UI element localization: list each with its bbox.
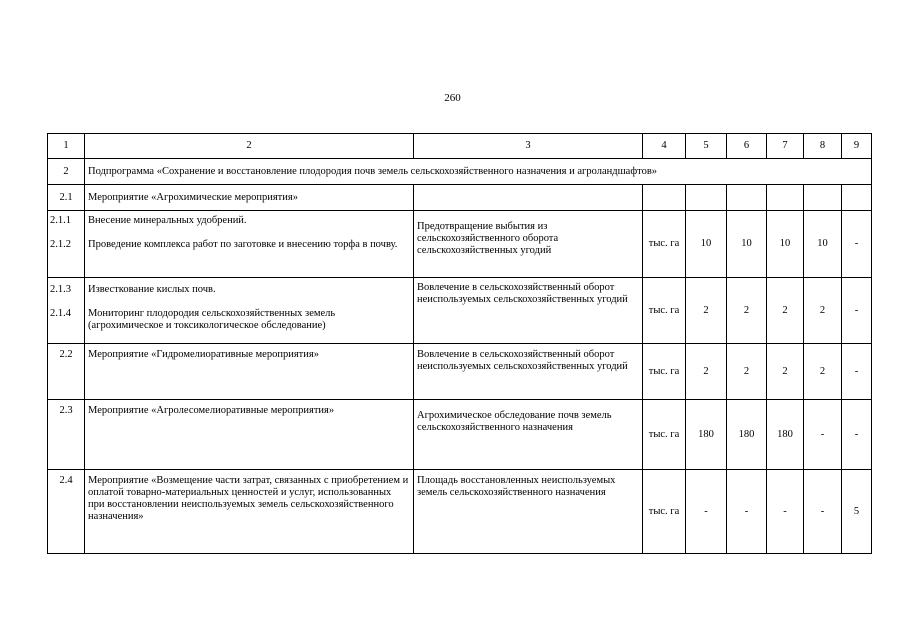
measure-number: 2.2 bbox=[48, 344, 85, 400]
value-cell: 180 bbox=[727, 400, 767, 470]
measure-title: Мероприятие «Возмещение части затрат, связанных с приобретением и оплатой товарно-материальных ценностей и услуг, использованных при восстановлении неиспользуемых земель сельскохозяйственного назначения» bbox=[85, 470, 414, 554]
value-cell: 2 bbox=[767, 344, 804, 400]
value-cell: 2 bbox=[804, 344, 842, 400]
unit-cell: тыс. га bbox=[643, 470, 686, 554]
value-cell: - bbox=[767, 470, 804, 554]
value-cell: 10 bbox=[686, 211, 727, 278]
item-numbers bbox=[48, 211, 85, 278]
value-cell: - bbox=[842, 400, 872, 470]
item-title: Известкование кислых почв. bbox=[88, 284, 216, 295]
value-cell: - bbox=[842, 211, 872, 278]
value-cell: - bbox=[804, 470, 842, 554]
item-titles bbox=[85, 278, 414, 344]
value-cell: 2 bbox=[686, 344, 727, 400]
measure-title: Мероприятие «Гидромелиоративные мероприятия» bbox=[85, 344, 414, 400]
value-cell: 180 bbox=[767, 400, 804, 470]
indicator-text: Вовлечение в сельскохозяйственный оборот неиспользуемых сельскохозяйственных угодий bbox=[414, 344, 643, 400]
header-cell: 6 bbox=[727, 134, 767, 159]
table-row bbox=[48, 211, 872, 278]
value-cell: - bbox=[804, 400, 842, 470]
header-cell: 8 bbox=[804, 134, 842, 159]
value-cell: 5 bbox=[842, 470, 872, 554]
item-title: Внесение минеральных удобрений. bbox=[88, 215, 247, 226]
program-table bbox=[47, 133, 872, 554]
item-numbers bbox=[48, 278, 85, 344]
header-cell: 5 bbox=[686, 134, 727, 159]
value-cell: 2 bbox=[727, 344, 767, 400]
value-cell: - bbox=[842, 278, 872, 344]
indicator-text: Предотвращение выбытия из сельскохозяйственного оборота сельскохозяйственных угодий bbox=[414, 211, 643, 278]
value-cell: 2 bbox=[767, 278, 804, 344]
item-number: 2.1.4 bbox=[50, 308, 71, 319]
indicator-text: Агрохимическое обследование почв земель сельскохозяйственного назначения bbox=[414, 400, 643, 470]
table-header-row bbox=[48, 134, 872, 159]
unit-cell: тыс. га bbox=[643, 211, 686, 278]
page-number: 260 bbox=[444, 92, 461, 104]
table-row bbox=[48, 278, 872, 344]
value-cell: 10 bbox=[767, 211, 804, 278]
table-row bbox=[48, 470, 872, 554]
value-cell: - bbox=[842, 344, 872, 400]
measure-title: Мероприятие «Агрохимические мероприятия» bbox=[85, 185, 414, 211]
subprogram-number: 2 bbox=[48, 159, 85, 185]
measure-row bbox=[48, 185, 872, 211]
header-cell: 2 bbox=[85, 134, 414, 159]
measure-title: Мероприятие «Агролесомелиоративные мероприятия» bbox=[85, 400, 414, 470]
measure-number: 2.1 bbox=[48, 185, 85, 211]
measure-number: 2.3 bbox=[48, 400, 85, 470]
indicator-text: Площадь восстановленных неиспользуемых земель сельскохозяйственного назначения bbox=[414, 470, 643, 554]
item-titles bbox=[85, 211, 414, 278]
header-cell: 3 bbox=[414, 134, 643, 159]
header-cell: 7 bbox=[767, 134, 804, 159]
table-row bbox=[48, 400, 872, 470]
measure-number: 2.4 bbox=[48, 470, 85, 554]
unit-cell: тыс. га bbox=[643, 400, 686, 470]
unit-cell: тыс. га bbox=[643, 278, 686, 344]
header-cell: 4 bbox=[643, 134, 686, 159]
value-cell: 2 bbox=[727, 278, 767, 344]
subprogram-title: Подпрограмма «Сохранение и восстановление плодородия почв земель сельскохозяйственного назначения и агроландшафтов» bbox=[85, 159, 872, 185]
value-cell: - bbox=[727, 470, 767, 554]
value-cell: - bbox=[686, 470, 727, 554]
value-cell: 180 bbox=[686, 400, 727, 470]
header-cell: 9 bbox=[842, 134, 872, 159]
value-cell: 10 bbox=[804, 211, 842, 278]
value-cell: 2 bbox=[686, 278, 727, 344]
item-number: 2.1.3 bbox=[50, 284, 71, 295]
indicator-text: Вовлечение в сельскохозяйственный оборот неиспользуемых сельскохозяйственных угодий bbox=[414, 278, 643, 344]
item-title: Проведение комплекса работ по заготовке и внесению торфа в почву. bbox=[88, 239, 398, 250]
value-cell: 10 bbox=[727, 211, 767, 278]
item-number: 2.1.1 bbox=[50, 215, 71, 226]
subprogram-row bbox=[48, 159, 872, 185]
unit-cell: тыс. га bbox=[643, 344, 686, 400]
item-title: Мониторинг плодородия сельскохозяйственных земель (агрохимическое и токсикологическое обследование) bbox=[88, 308, 336, 331]
header-cell: 1 bbox=[48, 134, 85, 159]
table-row bbox=[48, 344, 872, 400]
item-number: 2.1.2 bbox=[50, 239, 71, 250]
value-cell: 2 bbox=[804, 278, 842, 344]
